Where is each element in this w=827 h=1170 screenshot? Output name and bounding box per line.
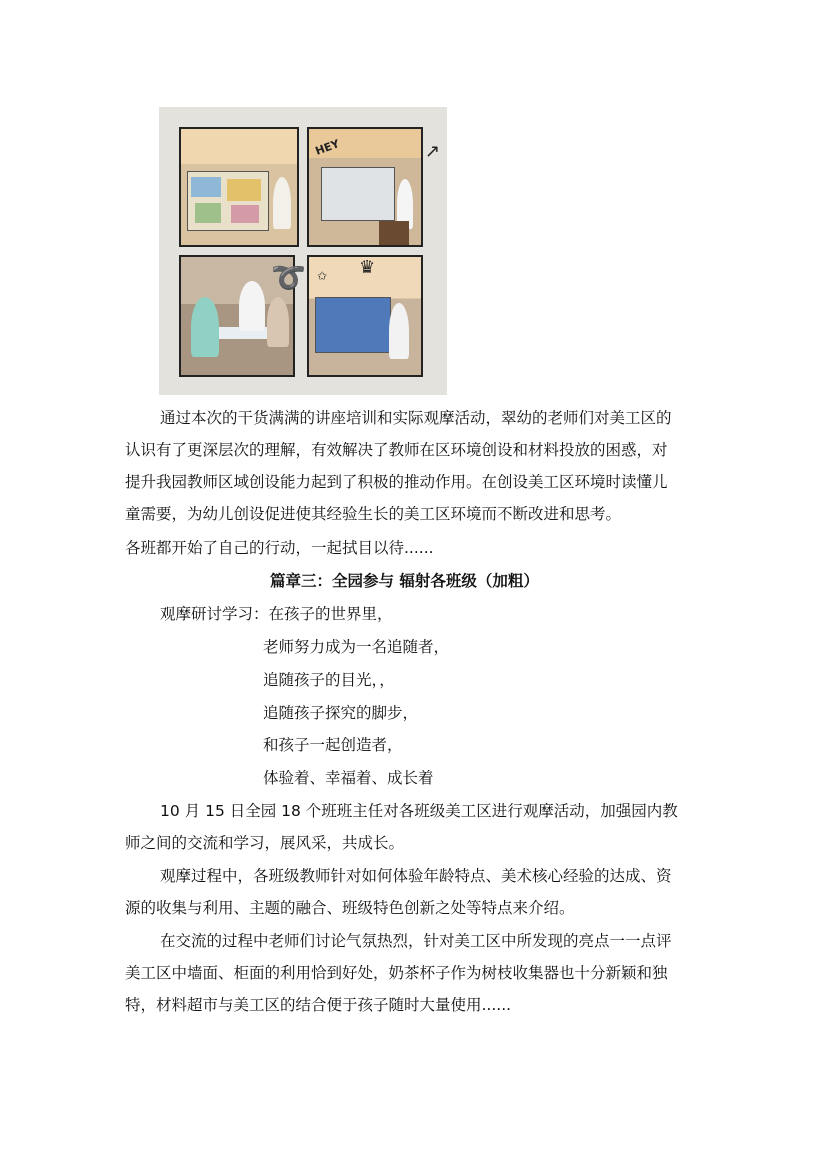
paragraph-line: 师之间的交流和学习，展风采，共成长。: [125, 834, 405, 852]
photo-lecture-presenter: [307, 127, 423, 247]
photo-exhibition-board: [179, 127, 299, 247]
section-heading: 篇章三：全园参与 辐射各班级（加粗）: [270, 571, 539, 590]
scribble-doodle: ➰: [271, 261, 306, 294]
poem-line: 追随孩子探究的脚步，: [263, 704, 419, 722]
hey-doodle: HEY: [313, 137, 342, 158]
paragraph-line: 通过本次的干货满满的讲座培训和实际观摩活动，翠幼的老师们对美工区的: [160, 409, 672, 427]
paragraph-line: 在交流的过程中老师们讨论气氛热烈，针对美工区中所发现的亮点一一点评: [160, 932, 672, 950]
paragraph-line: 童需要，为幼儿创设促进使其经验生长的美工区环境而不断改进和思考。: [125, 505, 622, 523]
paragraph-line: 美工区中墙面、柜面的利用恰到好处，奶茶杯子作为树枝收集器也十分新颖和独: [125, 964, 668, 982]
paragraph-line: 观摩过程中，各班级教师针对如何体验年龄特点、美术核心经验的达成、资: [160, 867, 672, 885]
paragraph-line: 10 月 15 日全园 18 个班班主任对各班级美工区进行观摩活动，加强园内教: [160, 802, 678, 820]
paragraph-line: 提升我园教师区域创设能力起到了积极的推动作用。在创设美工区环境时读懂儿: [125, 473, 668, 491]
poem-line: 老师努力成为一名追随者，: [263, 638, 450, 656]
poem-line: 追随孩子的目光，，: [263, 671, 395, 689]
paragraph-line: 认识有了更深层次的理解，有效解决了教师在区环境创设和材料投放的困惑，对: [125, 441, 668, 459]
star-doodle: ✩: [317, 269, 328, 283]
paragraph-line: 特，材料超市与美工区的结合便于孩子随时大量使用......: [125, 996, 512, 1014]
paragraph-line: 各班都开始了自己的行动，一起拭目以待......: [125, 539, 434, 557]
paragraph-line: 源的收集与利用、主题的融合、班级特色创新之处等特点来介绍。: [125, 899, 575, 917]
crown-doodle: ♛: [359, 257, 376, 278]
photo-screen-presentation: [307, 255, 423, 377]
poem-line: 体验着、幸福着、成长着: [263, 769, 434, 787]
photo-collage: [159, 107, 447, 395]
arrow-doodle: ↗: [425, 141, 441, 162]
poem-line: 和孩子一起创造者，: [263, 736, 403, 754]
poem-intro: 观摩研讨学习：在孩子的世界里，: [160, 605, 393, 623]
